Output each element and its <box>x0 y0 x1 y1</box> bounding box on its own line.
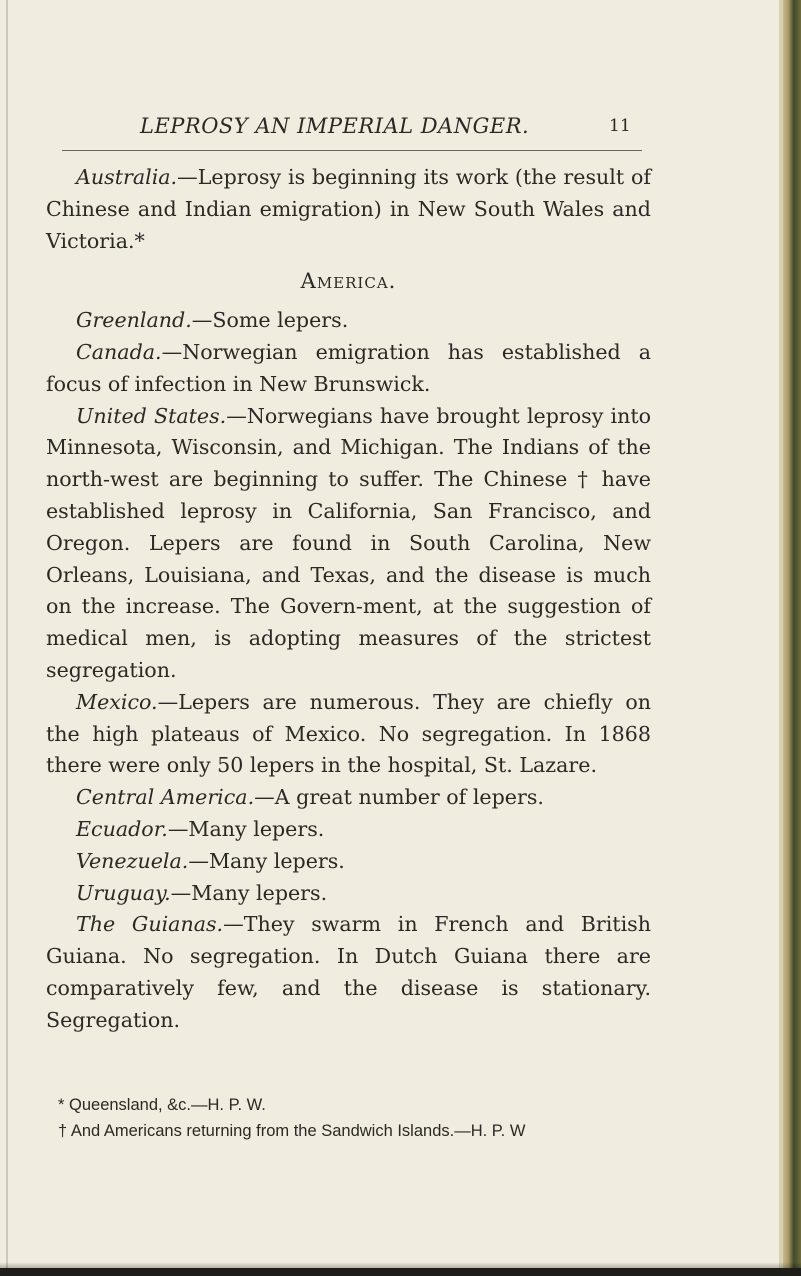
entry-term: Canada. <box>76 339 162 364</box>
paragraph-guianas <box>46 909 651 1036</box>
running-title: LEPROSY AN IMPERIAL DANGER. <box>140 114 530 138</box>
entry-term: United States. <box>76 403 227 428</box>
entry-text: —Many lepers. <box>188 848 345 873</box>
entry-term: Central America. <box>76 785 255 810</box>
entry-term: Ecuador. <box>76 816 168 841</box>
entry-term: Venezuela. <box>76 848 189 873</box>
entry-text: —Norwegian emigration has established a focus of infection in New Brunswick. <box>46 339 651 396</box>
footnote-2: † And Americans returning from the Sandwich Islands.—H. P. W <box>58 1122 526 1140</box>
page-gutter-line <box>6 0 8 1276</box>
entry-term: Greenland. <box>76 308 192 333</box>
paragraph-ecuador <box>46 814 651 846</box>
page-number: 11 <box>609 116 631 136</box>
paragraph-mexico <box>46 687 651 782</box>
page-body <box>46 162 651 1037</box>
paragraph-greenland <box>46 305 651 337</box>
entry-term: Mexico. <box>76 689 158 714</box>
entry-term: Australia. <box>76 165 178 189</box>
entry-text: —Norwegians have brought leprosy into Minnesota, Wisconsin, and Michigan. The Indians of the north-west are beginning to suffer. The Chinese † have established leprosy in California, San Francisco, and Oregon. Lepers are found in South Carolina, New Orleans, Louisiana, and Texas, and the disease is much on the increase. The Govern-ment, at the suggestion of medical men, is adopting measures of the strictest segregation. <box>46 403 652 682</box>
bottom-shadow <box>0 1268 801 1276</box>
entry-term: Uruguay. <box>76 880 171 905</box>
entry-text: —Leprosy is beginning its work (the result of Chinese and Indian emigration) in New South Wales and Victoria.* <box>46 165 651 253</box>
paragraph-venezuela <box>46 846 651 878</box>
entry-text: —A great number of lepers. <box>254 785 544 810</box>
paragraph-united-states <box>46 401 651 687</box>
footnote-1: * Queensland, &c.—H. P. W. <box>58 1096 266 1114</box>
entry-text: —Many lepers. <box>167 816 325 841</box>
section-heading: America. <box>300 269 397 294</box>
book-binding-edge <box>783 0 801 1276</box>
header-rule <box>62 150 642 151</box>
paragraph-canada <box>46 337 651 401</box>
entry-text: —Lepers are numerous. They are chiefly on the high plateaus of Mexico. No segregation. In 1868 there were only 50 lepers in the hospital, St. Lazare. <box>46 689 651 778</box>
entry-text: —Many lepers. <box>170 880 328 905</box>
entry-text: —Some lepers. <box>191 308 349 333</box>
entry-term: The Guianas. <box>76 912 224 937</box>
entry-text: —They swarm in French and British Guiana. No segregation. In Dutch Guiana there are comparatively few, and the disease is stationary. Segregation. <box>46 912 651 1032</box>
paragraph-australia <box>46 162 651 257</box>
paragraph-central-america <box>46 782 651 814</box>
paragraph-uruguay <box>46 878 651 910</box>
footnotes <box>58 1092 658 1144</box>
